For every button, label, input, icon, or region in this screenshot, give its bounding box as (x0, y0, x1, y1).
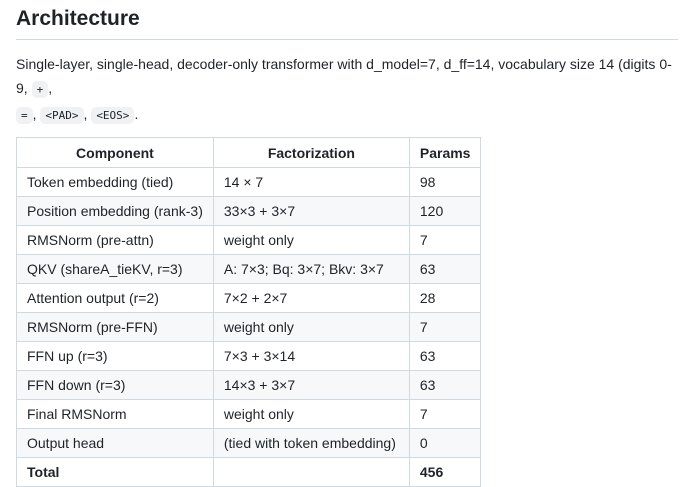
cell-params: 63 (409, 371, 481, 400)
cell-component: QKV (shareA_tieKV, r=3) (17, 255, 214, 284)
cell-component: Total (17, 458, 214, 487)
cell-factorization: 33×3 + 3×7 (213, 197, 409, 226)
token-plus: + (32, 81, 49, 98)
cell-component: FFN up (r=3) (17, 342, 214, 371)
table-row (17, 168, 481, 197)
cell-params: 7 (409, 313, 481, 342)
section-heading: Architecture (16, 0, 678, 40)
header-component: Component (17, 138, 214, 168)
table-row (17, 197, 481, 226)
table-row (17, 284, 481, 313)
cell-params: 63 (409, 342, 481, 371)
table-row (17, 371, 481, 400)
cell-factorization: weight only (213, 313, 409, 342)
table-row (17, 255, 481, 284)
cell-params: 7 (409, 226, 481, 255)
table-total-row (17, 458, 481, 487)
parameter-table (16, 137, 481, 487)
cell-params: 456 (409, 458, 481, 487)
token-equals: = (16, 107, 33, 124)
table-row (17, 226, 481, 255)
table-header-row (17, 138, 481, 168)
cell-params: 120 (409, 197, 481, 226)
cell-factorization: 7×3 + 3×14 (213, 342, 409, 371)
cell-params: 28 (409, 284, 481, 313)
cell-params: 0 (409, 429, 481, 458)
cell-factorization: weight only (213, 400, 409, 429)
cell-component: RMSNorm (pre-attn) (17, 226, 214, 255)
cell-params: 63 (409, 255, 481, 284)
cell-factorization: 14 × 7 (213, 168, 409, 197)
cell-params: 7 (409, 400, 481, 429)
cell-component: Attention output (r=2) (17, 284, 214, 313)
cell-component: RMSNorm (pre-FFN) (17, 313, 214, 342)
cell-component: FFN down (r=3) (17, 371, 214, 400)
cell-component: Token embedding (tied) (17, 168, 214, 197)
cell-factorization (213, 458, 409, 487)
table-row (17, 342, 481, 371)
cell-factorization: (tied with token embedding) (213, 429, 409, 458)
header-factorization: Factorization (213, 138, 409, 168)
header-params: Params (409, 138, 481, 168)
cell-factorization: weight only (213, 226, 409, 255)
token-pad: <PAD> (40, 107, 83, 124)
description-text: Single-layer, single-head, decoder-only transformer with d_model=7, d_ff=14, vocabulary size 14 (digits 0-9, (16, 56, 672, 96)
cell-component: Final RMSNorm (17, 400, 214, 429)
cell-factorization: 7×2 + 2×7 (213, 284, 409, 313)
cell-factorization: 14×3 + 3×7 (213, 371, 409, 400)
architecture-description: Single-layer, single-head, decoder-only transformer with d_model=7, d_ff=14, vocabulary size 14 (digits 0-9, + , = , <PAD> , <EOS> . (16, 56, 672, 122)
cell-params: 98 (409, 168, 481, 197)
token-eos: <EOS> (91, 107, 134, 124)
cell-component: Output head (17, 429, 214, 458)
table-row (17, 313, 481, 342)
table-row (17, 429, 481, 458)
cell-factorization: A: 7×3; Bq: 3×7; Bkv: 3×7 (213, 255, 409, 284)
cell-component: Position embedding (rank-3) (17, 197, 214, 226)
table-row (17, 400, 481, 429)
